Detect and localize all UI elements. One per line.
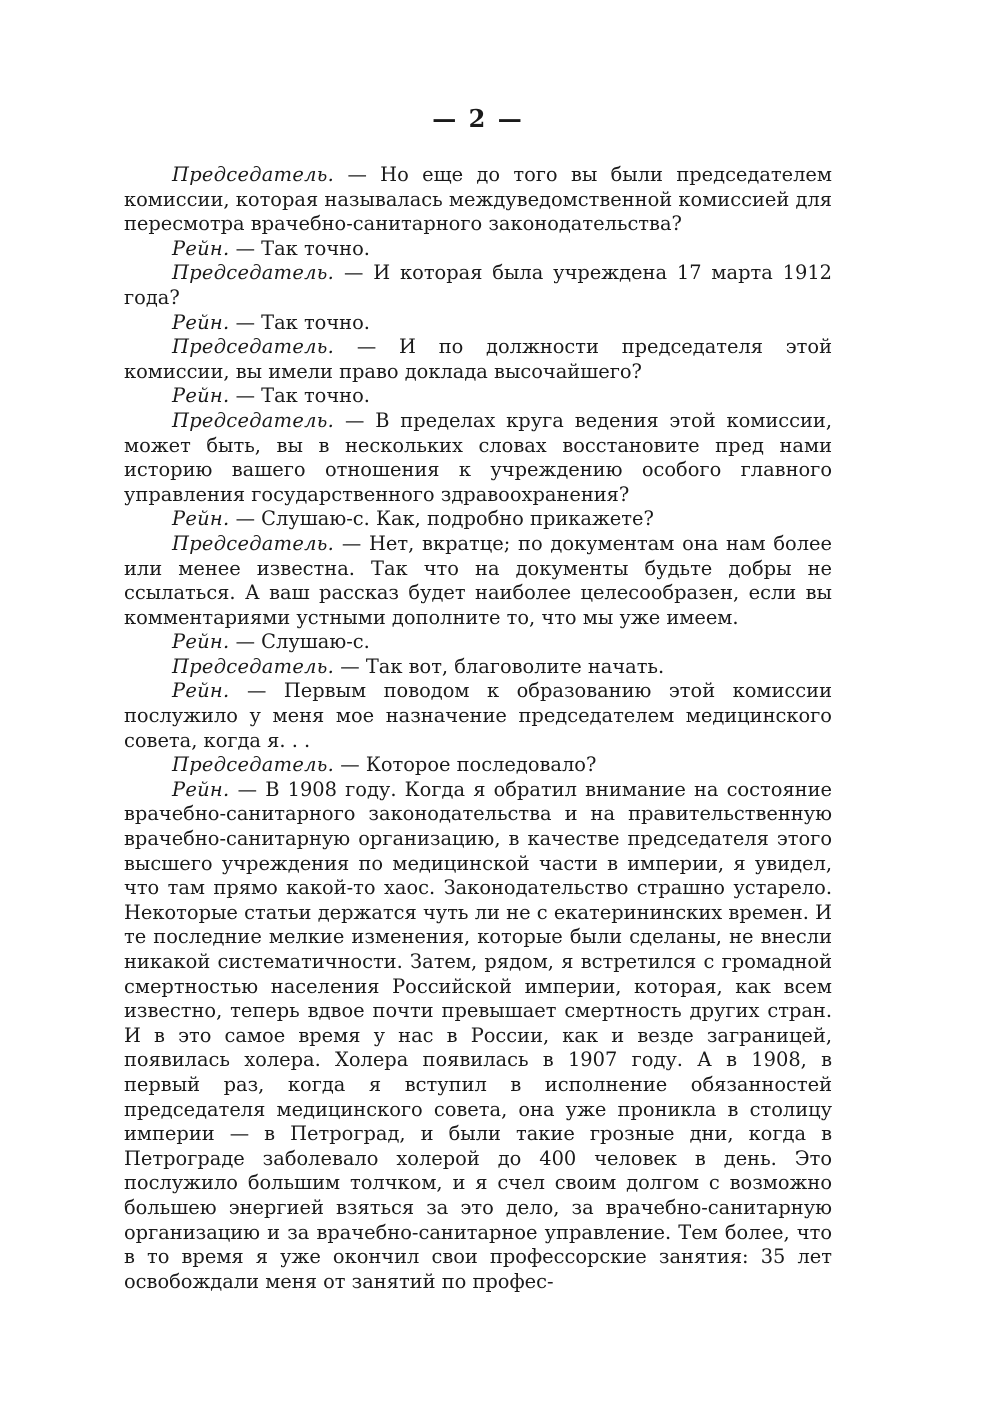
speaker-name: Председатель. — [172, 261, 335, 285]
speaker-name: Рейн. — [172, 507, 230, 531]
paragraph — [124, 778, 832, 1294]
speaker-name: Председатель. — [172, 654, 335, 678]
speaker-name: Председатель. — [172, 408, 335, 432]
speaker-name: Председатель. — [172, 335, 335, 359]
paragraph — [124, 237, 832, 262]
paragraph-text: — Которое последовало? — [334, 753, 597, 777]
page-number: — 2 — — [432, 104, 524, 133]
paragraph-text: — Так вот, благоволите начать. — [334, 654, 665, 678]
paragraph-text: — И которая была учреждена 17 марта 1912 года? — [124, 261, 832, 309]
paragraph — [124, 507, 832, 532]
paragraph — [124, 753, 832, 778]
paragraph — [124, 655, 832, 680]
paragraph-text: — Но еще до того вы были председателем комиссии, которая называлась междуведомственной комиссией для пересмотра врачебно-санитарного законодательства? — [124, 163, 832, 236]
speaker-name: Рейн. — [172, 384, 230, 408]
speaker-name: Рейн. — [172, 777, 230, 801]
paragraph — [124, 311, 832, 336]
speaker-name: Рейн. — [172, 630, 230, 654]
paragraph — [124, 679, 832, 753]
paragraph — [124, 532, 832, 630]
document-page — [124, 104, 832, 1294]
paragraph-text: — Первым поводом к образованию этой комиссии послужило у меня мое назначение председателем медицинского совета, когда я. . . — [124, 679, 832, 752]
speaker-name: Председатель. — [172, 531, 335, 555]
paragraph — [124, 409, 832, 507]
speaker-name: Рейн. — [172, 679, 230, 703]
speaker-name: Рейн. — [172, 310, 230, 334]
speaker-name: Председатель. — [172, 163, 335, 186]
paragraph — [124, 335, 832, 384]
paragraph — [124, 384, 832, 409]
paragraph-text: — В 1908 году. Когда я обратил внимание на состояние врачебно-санитарного законодательства и на правительственную врачебно-санитарную организацию, в качестве председателя этого высшего учреждения по медицинской части в империи, я увидел, что там прямо какой-то хаос. Законодательство страшно устарело. Некоторые статьи держатся чуть ли не с екатерининских времен. И те последние мелкие изменения, которые были сделаны, не внесли никакой систематичности. Затем, рядом, я встретился с громадной смертностью населения Российской империи, которая, как всем известно, теперь вдвое почти превышает смертность других стран. И в это самое время у нас в России, как и везде заграницей, появилась холера. Холера появилась в 1907 году. А в 1908, в первый раз, когда я вступил в исполнение обязанностей председателя медицинского совета, она уже проникла в столицу империи — в Петроград, и были такие грозные дни, когда в Петрограде заболевало холерой до 400 человек в день. Это послужило большим толчком, и я счел своим долгом с возможно большею энергией взяться за это дело, за врачебно-санитарную организацию и за врачебно-санитарное управление. Тем более, что в то время я уже окончил свои профессорские занятия: 35 лет освобождали меня от занятий по профес- — [124, 777, 832, 1293]
paragraph — [124, 163, 832, 237]
paragraph-text: — Так точно. — [229, 236, 370, 260]
speaker-name: Председатель. — [172, 753, 335, 777]
paragraph-text: — И по должности председателя этой комиссии, вы имели право доклада высочайшего? — [124, 335, 832, 383]
paragraph — [124, 630, 832, 655]
paragraph-text: — Так точно. — [229, 384, 370, 408]
speaker-name: Рейн. — [172, 236, 230, 260]
paragraph-text: — Слушаю-с. Как, подробно прикажете? — [229, 507, 654, 531]
paragraph-text: — Нет, вкратце; по документам она нам более или менее известна. Так что на документы будьте добры не ссылаться. А ваш рассказ будет наиболее целесообразен, если вы комментариями устными дополните то, что мы уже имеем. — [124, 531, 832, 629]
paragraph-text: — Так точно. — [229, 310, 370, 334]
paragraph — [124, 261, 832, 310]
paragraph-text: — В пределах круга ведения этой комиссии, может быть, вы в нескольких словах восстановите пред нами историю вашего отношения к учреждению особого главного управления государственного здравоохранения? — [124, 408, 832, 506]
paragraph-text: — Слушаю-с. — [229, 630, 370, 654]
